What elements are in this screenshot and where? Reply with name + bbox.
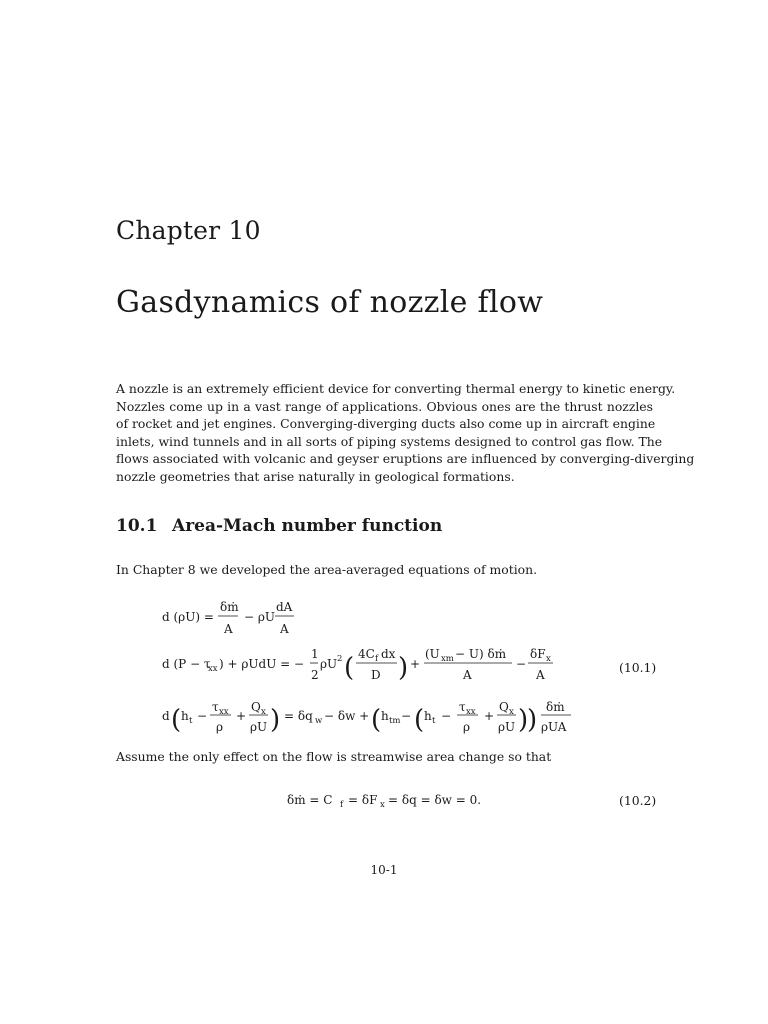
svg-text:dx: dx [381,647,396,661]
svg-text:ρU: ρU [320,657,338,671]
section-title: Area-Mach number function [172,516,443,536]
svg-text:− U) δṁ: − U) δṁ [455,647,507,661]
svg-text:): ) [270,705,281,735]
section-number: 10.1 [116,516,158,536]
svg-text:ρ: ρ [216,720,224,734]
paragraph-chapter-8: In Chapter 8 we developed the area-averaged equations of motion. [116,562,538,577]
svg-text:δF: δF [530,647,546,661]
svg-text:= δF: = δF [348,793,378,807]
page-number: 10-1 [370,863,398,877]
equation-number-10-2: (10.2) [619,793,657,808]
svg-text:−: − [401,709,412,723]
svg-text:(: ( [344,653,355,683]
svg-text:= δq: = δq [284,709,313,723]
svg-text:tm: tm [389,716,401,726]
chapter-title: Gasdynamics of nozzle flow [116,285,544,320]
svg-text:h: h [424,709,432,723]
svg-text:xm: xm [441,654,454,664]
chapter-label: Chapter 10 [116,216,261,245]
svg-text:−: − [516,657,527,671]
intro-line: of rocket and jet engines. Converging-diverging ducts also come up in aircraft engine [116,416,656,432]
svg-text:ρ: ρ [463,720,471,734]
svg-text:) + ρUdU = −: ) + ρUdU = − [219,657,305,671]
intro-line: inlets, wind tunnels and in all sorts of piping systems designed to control gas flow. The [116,433,663,449]
svg-text:δṁ = C: δṁ = C [287,793,333,807]
svg-text:): ) [527,705,538,735]
svg-text:+: + [410,657,421,671]
svg-text:Q: Q [499,700,509,714]
svg-text:x: x [546,654,551,664]
svg-text:(: ( [171,705,182,735]
svg-text:f: f [375,654,379,664]
svg-text:xx: xx [208,664,218,674]
intro-line: A nozzle is an extremely efficient device for converting thermal energy to kinetic energy. [116,381,676,396]
svg-text:Q: Q [251,700,261,714]
svg-text:): ) [518,705,529,735]
intro-line: Nozzles come up in a vast range of applications. Obvious ones are the thrust nozzles [116,398,653,414]
svg-text:x: x [380,800,385,810]
svg-text:− ρU: − ρU [244,610,276,624]
svg-text:h: h [181,709,189,723]
svg-text:−: − [441,709,452,723]
equation-number-10-1: (10.1) [619,660,657,675]
svg-text:w: w [315,716,323,726]
svg-text:xx: xx [219,707,229,717]
svg-text:(: ( [414,705,425,735]
svg-text:+: + [236,709,247,723]
svg-text:x: x [509,707,514,717]
svg-text:= δq = δw = 0.: = δq = δw = 0. [388,793,482,807]
svg-text:ρUA: ρUA [541,720,567,734]
svg-text:1: 1 [311,647,319,661]
svg-text:x: x [261,707,266,717]
intro-line: flows associated with volcanic and geyser eruptions are influenced by converging-diverging [116,451,695,467]
svg-text:2: 2 [337,654,343,664]
svg-text:A: A [463,668,472,682]
svg-text:A: A [536,668,545,682]
svg-text:− δw +: − δw + [324,709,370,723]
svg-text:+: + [484,709,495,723]
paragraph-assumption: Assume the only effect on the flow is streamwise area change so that [116,749,552,764]
svg-text:dA: dA [276,600,293,614]
svg-text:t: t [432,716,436,726]
svg-text:(U: (U [425,647,440,661]
svg-text:D: D [371,668,381,682]
svg-text:h: h [381,709,389,723]
svg-text:δṁ: δṁ [546,700,565,714]
svg-text:τ: τ [212,700,219,714]
intro-line: nozzle geometries that arise naturally in geological formations. [116,468,515,484]
svg-text:(: ( [371,705,382,735]
svg-text:τ: τ [459,700,466,714]
svg-text:xx: xx [466,707,476,717]
svg-text:2: 2 [311,668,319,682]
svg-text:A: A [280,622,289,636]
svg-text:f: f [340,800,344,810]
svg-text:δṁ: δṁ [220,600,239,614]
svg-text:A: A [224,622,233,636]
svg-text:d (ρU) =: d (ρU) = [162,610,214,624]
svg-text:ρU: ρU [250,720,268,734]
svg-text:ρU: ρU [498,720,516,734]
svg-text:d (P − τ: d (P − τ [162,657,211,671]
svg-text:d: d [162,709,170,723]
svg-text:): ) [398,653,409,683]
svg-text:4C: 4C [358,647,375,661]
svg-text:t: t [189,716,193,726]
svg-text:−: − [197,709,208,723]
